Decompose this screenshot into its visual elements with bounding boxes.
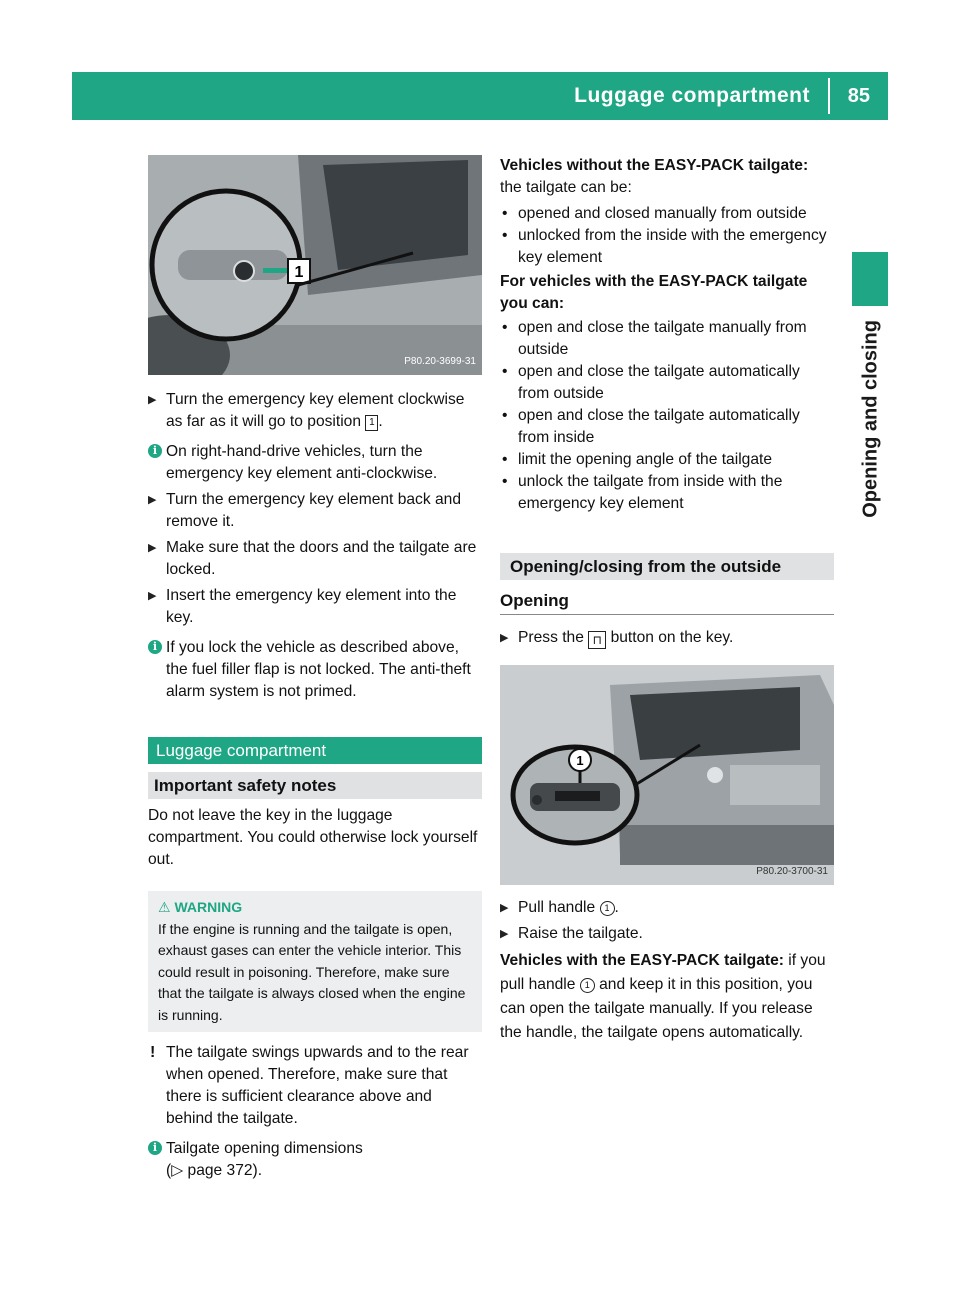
page-header	[72, 72, 888, 120]
right-column	[500, 155, 834, 1045]
figure2-code: P80.20-3700-31	[756, 866, 828, 877]
warning-triangle-icon: ⚠	[158, 899, 171, 915]
step-insert-key: ▶ Insert the emergency key element into the key.	[148, 587, 457, 626]
list-item: • opened and closed manually from outside	[502, 205, 807, 222]
info-tailgate-dimensions: i Tailgate opening dimensions (▷ page 372).	[148, 1138, 482, 1182]
info-rhd: i On right-hand-drive vehicles, turn the emergency key element anti-clockwise.	[148, 441, 482, 485]
handle-marker: 1	[600, 901, 615, 916]
step-check-locked: ▶ Make sure that the doors and the tailgate are locked.	[148, 539, 477, 578]
door-lock-illustration	[148, 155, 482, 375]
tailgate-illustration	[500, 665, 834, 885]
list-item: • unlock the tailgate from inside with the emergency key element	[502, 473, 783, 512]
with-easypack-heading: For vehicles with the EASY-PACK tailgate you can:	[500, 273, 808, 312]
side-tab-label: Opening and closing	[859, 320, 882, 518]
list-item: • limit the opening angle of the tailgate	[502, 451, 773, 468]
page-reference[interactable]: (▷ page 372).	[166, 1162, 263, 1179]
figure1-marker: 1	[294, 264, 304, 281]
with-easypack-list	[500, 317, 834, 515]
header-title: Luggage compartment	[574, 84, 810, 107]
step-pull-handle: ▶ Pull handle 1 .	[500, 897, 834, 919]
step-raise-tailgate: ▶ Raise the tailgate.	[500, 923, 834, 945]
position-marker: 1	[365, 415, 378, 431]
step-arrow-icon: ▶	[148, 394, 157, 406]
tailgate-handle-figure	[500, 665, 834, 885]
subsection-opening: Opening	[500, 590, 834, 615]
step-arrow-icon: ▶	[148, 494, 157, 506]
list-item: • unlocked from the inside with the emergency key element	[502, 227, 827, 266]
warning-text: If the engine is running and the tailgate is open, exhaust gases can enter the vehicle interior. This could result in poisoning. Therefore, make sure that the tailgate is always closed when the engine is running.	[158, 920, 466, 1023]
step-arrow-icon: ▶	[500, 928, 509, 940]
list-item: • open and close the tailgate automatically from outside	[502, 363, 800, 402]
left-column	[148, 155, 482, 1182]
notice-exclamation-icon: !	[150, 1044, 156, 1061]
notice-tailgate-clearance: ! The tailgate swings upwards and to the rear when opened. Therefore, make sure that there is sufficient clearance above and behind the tailgate.	[150, 1044, 469, 1127]
without-easypack-list	[500, 203, 834, 269]
section-opening-closing-outside: Opening/closing from the outside	[500, 553, 834, 580]
unlock-icon: ⊓	[588, 631, 606, 649]
info-icon: i	[148, 640, 162, 654]
figure1-code: P80.20-3699-31	[404, 356, 476, 367]
list-item: • open and close the tailgate manually from outside	[502, 319, 807, 358]
warning-heading: ⚠ WARNING	[158, 899, 243, 915]
info-icon: i	[148, 444, 162, 458]
list-item: • open and close the tailgate automatically from inside	[502, 407, 800, 446]
subsection-safety-notes: Important safety notes	[148, 772, 482, 799]
step-press-unlock: ▶ Press the ⊓ button on the key.	[500, 629, 734, 647]
safety-text: Do not leave the key in the luggage compartment. You could otherwise lock yourself out.	[148, 807, 478, 868]
warning-box	[148, 891, 482, 1032]
easypack-opening-text: Vehicles with the EASY-PACK tailgate: if you pull handle 1 and keep it in this position, you can open the tailgate manually. If you release the handle, the tailgate opens automatically.	[500, 952, 826, 1041]
step-turn-back: ▶ Turn the emergency key element back and remove it.	[148, 491, 461, 530]
step-arrow-icon: ▶	[500, 902, 509, 914]
step-arrow-icon: ▶	[148, 542, 157, 554]
step-turn-clockwise: ▶ Turn the emergency key element clockwise as far as it will go to position 1 .	[148, 391, 465, 430]
figure2-marker: 1	[576, 753, 584, 768]
info-icon: i	[148, 1141, 162, 1155]
side-tab-marker	[852, 252, 888, 306]
header-separator	[828, 78, 830, 114]
handle-marker: 1	[580, 978, 595, 993]
door-lock-figure	[148, 155, 482, 375]
page-number: 85	[847, 85, 870, 107]
section-luggage-compartment: Luggage compartment	[148, 737, 482, 764]
step-arrow-icon: ▶	[500, 632, 509, 644]
info-fuel-flap: i If you lock the vehicle as described above, the fuel filler flap is not locked. The anti-theft alarm system is not primed.	[148, 637, 482, 703]
step-arrow-icon: ▶	[148, 590, 157, 602]
without-easypack-intro: Vehicles without the EASY-PACK tailgate: the tailgate can be:	[500, 157, 809, 196]
